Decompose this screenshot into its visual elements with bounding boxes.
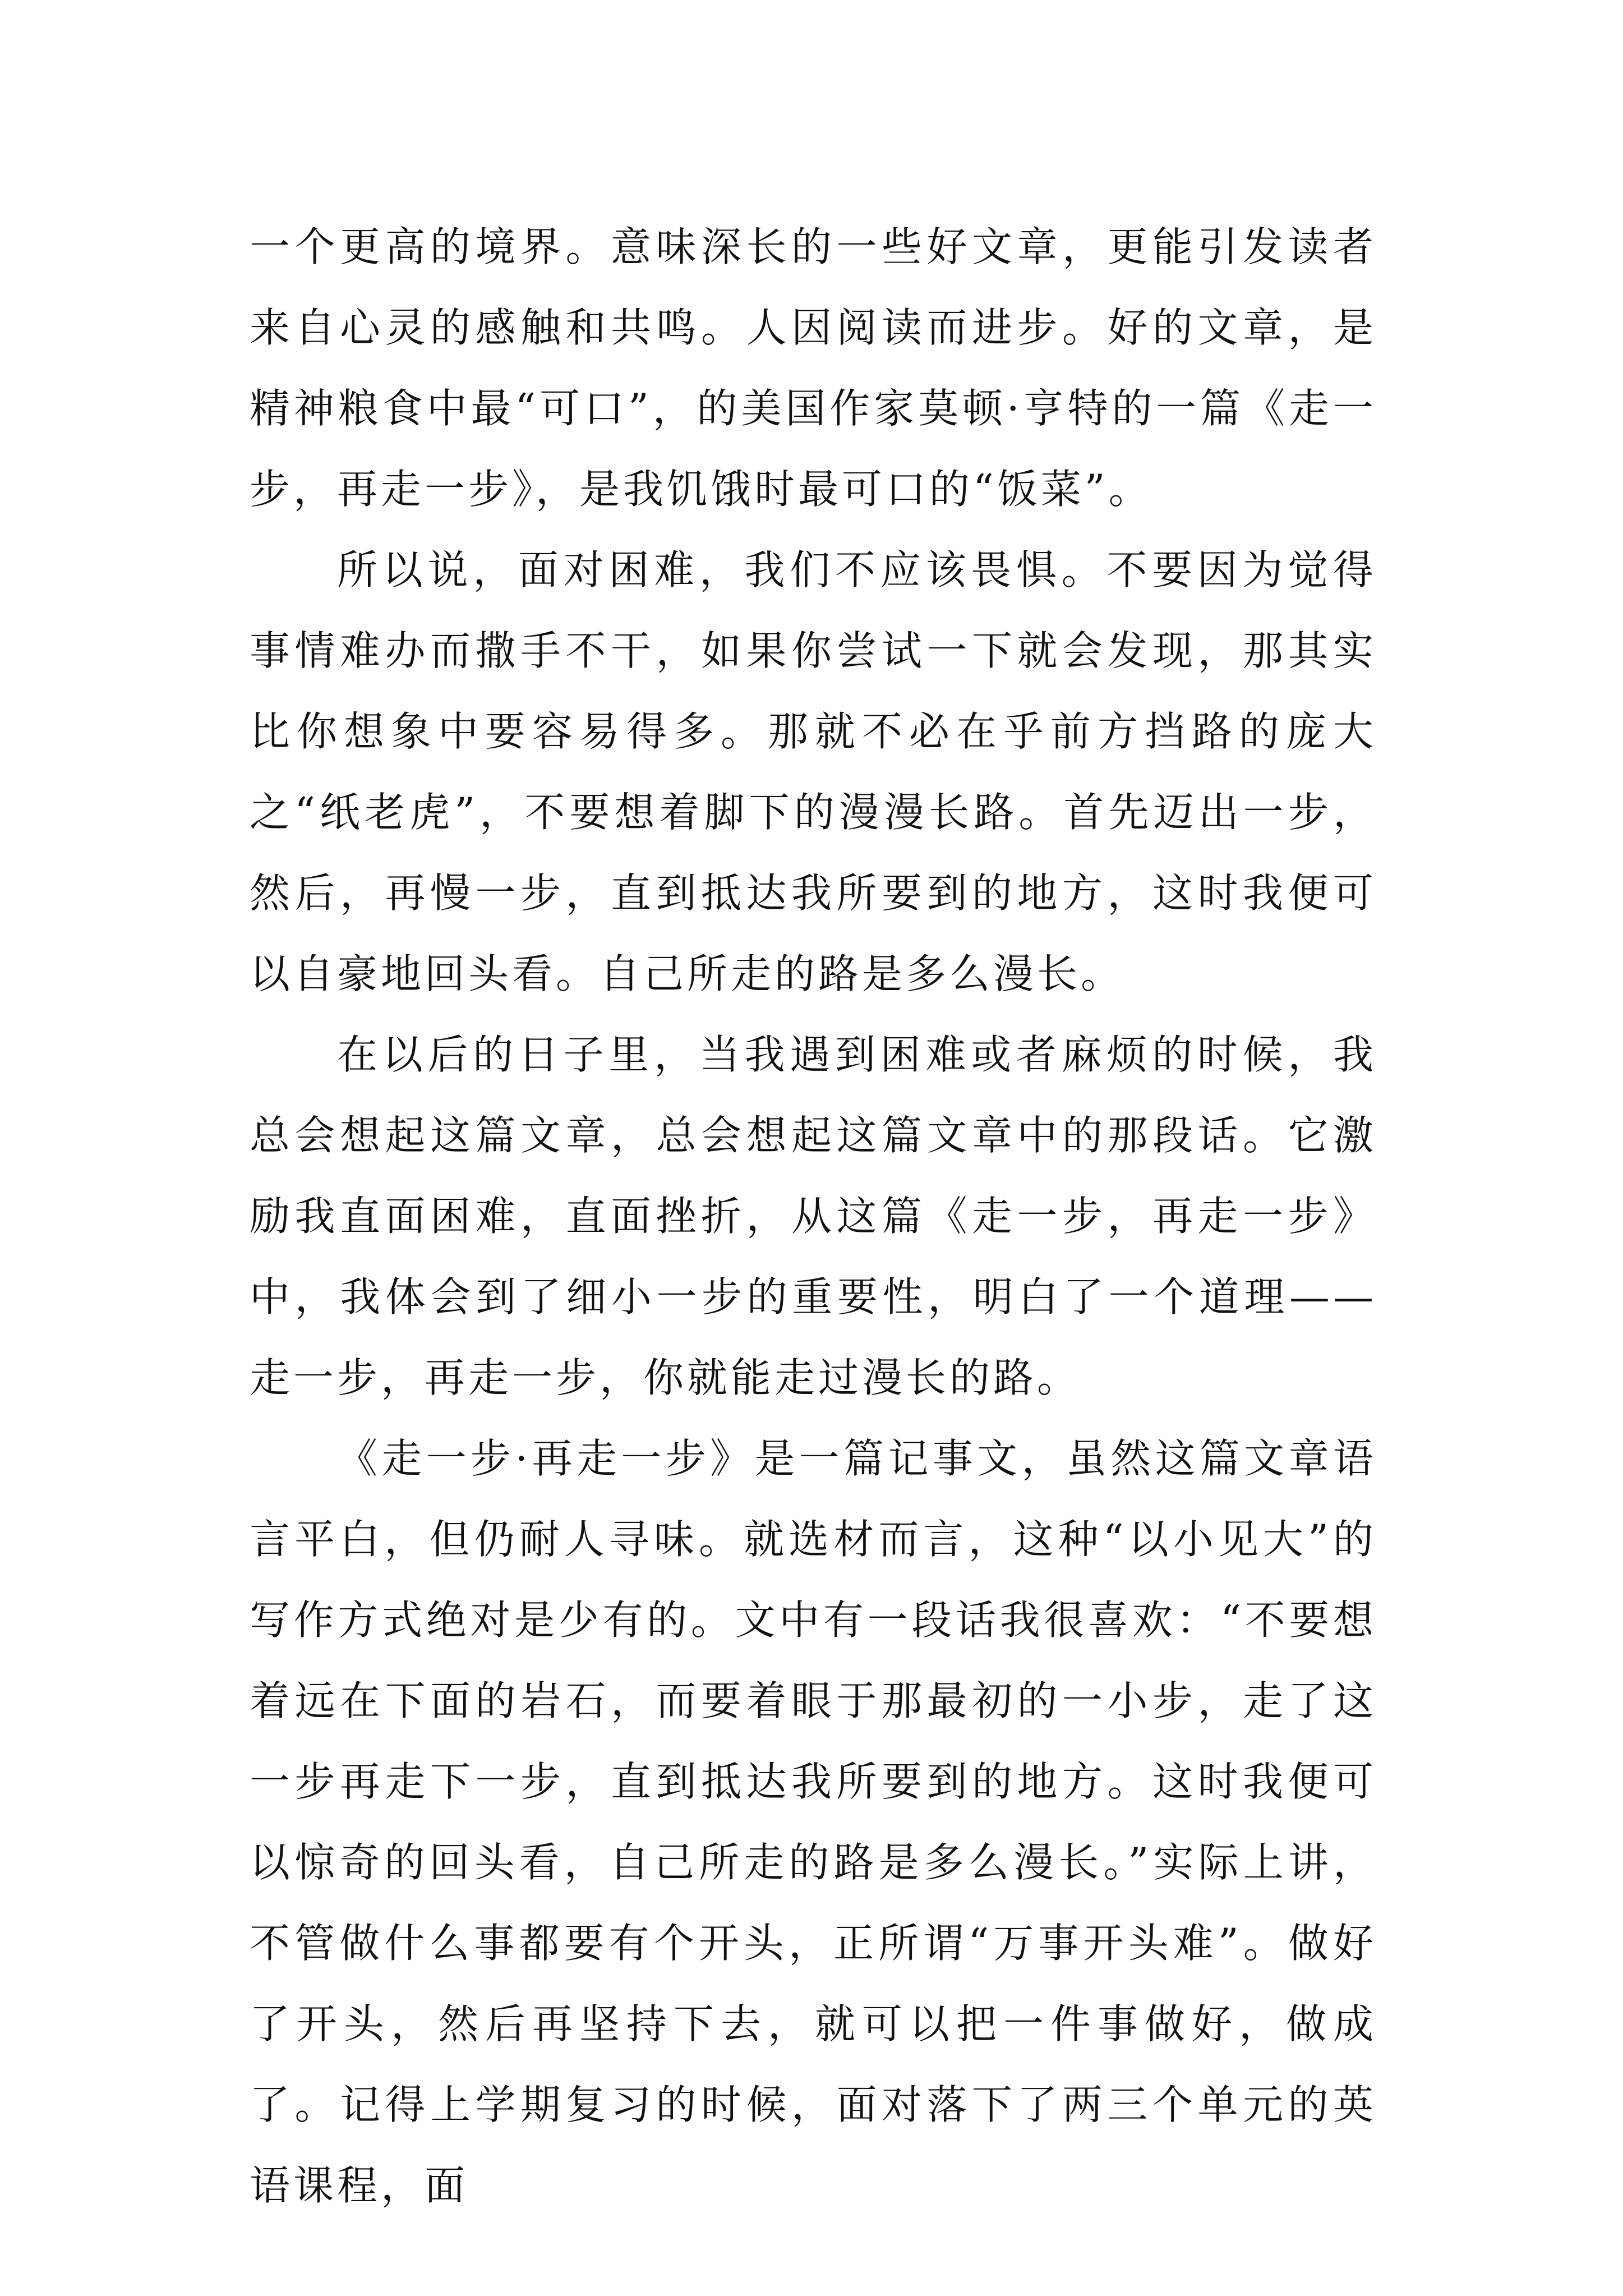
paragraph-continuation: 一个更高的境界。意味深长的一些好文章，更能引发读者来自心灵的感触和共鸣。人因阅读而进步。好的文章，是精神粮食中最“可口”，的美国作家莫顿·亨特的一篇《走一步，再走一步》，是我饥饿时最可口的“饭菜”。 (250, 223, 1377, 513)
paragraph-later-days: 在以后的日子里，当我遇到困难或者麻烦的时候，我总会想起这篇文章，总会想起这篇文章中的那段话。它激励我直面困难，直面挫折，从这篇《走一步，再走一步》中，我体会到了细小一步的重要性，明白了一个道理——走一步，再走一步，你就能走过漫长的路。 (250, 1031, 1377, 1401)
paragraph-facing-difficulty: 所以说，面对困难，我们不应该畏惧。不要因为觉得事情难办而撒手不干，如果你尝试一下就会发现，那其实比你想象中要容易得多。那就不必在乎前方挡路的庞大之“纸老虎”，不要想着脚下的漫漫长路。首先迈出一步，然后，再慢一步，直到抵达我所要到的地方，这时我便可以自豪地回头看。自己所走的路是多么漫长。 (250, 546, 1377, 997)
document-body (250, 206, 1377, 2226)
paragraph-article-review: 《走一步·再走一步》是一篇记事文，虽然这篇文章语言平白，但仍耐人寻味。就选材而言，这种“以小见大”的写作方式绝对是少有的。文中有一段话我很喜欢：“不要想着远在下面的岩石，而要着眼于那最初的一小步，走了这一步再走下一步，直到抵达我所要到的地方。这时我便可以惊奇的回头看，自己所走的路是多么漫长。”实际上讲，不管做什么事都要有个开头，正所谓“万事开头难”。做好了开头，然后再坚持下去，就可以把一件事做好，做成了。记得上学期复习的时候，面对落下了两三个单元的英语课程，面 (250, 1435, 1377, 2209)
